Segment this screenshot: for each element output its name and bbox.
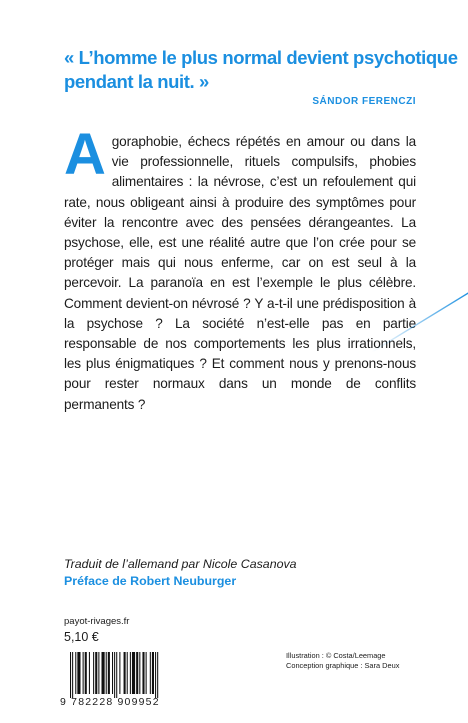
publisher-website: payot-rivages.fr <box>64 616 130 627</box>
barcode-bar <box>89 652 90 694</box>
barcode-bar <box>146 652 147 694</box>
barcode-bar <box>75 652 76 694</box>
barcode-bar <box>108 652 110 694</box>
translator-credit: Traduit de l’allemand par Nicole Casanova <box>64 557 297 571</box>
barcode-bar <box>85 652 87 694</box>
barcode-bar <box>93 652 94 694</box>
barcode-bar <box>142 652 144 694</box>
barcode-bar <box>106 652 107 694</box>
quote-line-2: pendant la nuit. » <box>64 71 209 92</box>
barcode-bar <box>132 652 135 694</box>
barcode-bar <box>136 652 138 694</box>
book-price: 5,10 € <box>64 630 99 644</box>
drop-cap-letter: A <box>64 122 106 187</box>
barcode-bar <box>130 652 131 694</box>
quote-line-1: « L’homme le plus normal devient psychotique <box>64 47 458 68</box>
barcode-bar <box>157 652 158 698</box>
barcode-bar <box>77 652 80 694</box>
barcode-bar <box>83 652 84 694</box>
blurb-text: goraphobie, échecs répétés en amour ou dans la vie professionnelle, rituels compulsifs, phobies alimentaires : la névrose, c’est un refoulement qui rate, nous obligeant ainsi à produire des symptômes pour éviter la rencontre avec des pensées dérangeantes. La psychose, elle, est une réalité autre que l’on crée pour se protéger mais qui nous enferme, car on est seul à la percevoir. La paranoïa en est l’exemple le plus célèbre. Comment devient-on névrosé ? Y a-t-il une prédisposition à la psychose ? La société n’est-elle pas en partie responsable de nos comportements les plus irrationnels, les plus énigmatiques ? Et comment nous y prenons-nous pour rester normaux dans un monde de conflits permanents ? <box>64 134 416 412</box>
barcode-bar <box>127 652 128 694</box>
translation-credits <box>64 557 297 588</box>
barcode-bar <box>72 652 73 698</box>
quote-author: SÁNDOR FERENCZI <box>312 96 416 107</box>
barcode-bar <box>150 652 151 694</box>
barcode-number: 9 782228 909952 <box>60 696 160 708</box>
barcode-bar <box>139 652 140 694</box>
barcode-bar <box>124 652 126 694</box>
barcode-bar <box>102 652 105 694</box>
barcode-bar <box>98 652 99 694</box>
barcode-bar <box>119 652 120 694</box>
barcode-bar <box>155 652 156 698</box>
barcode-bar <box>114 652 115 698</box>
design-credit: Conception graphique : Sara Deux <box>286 661 400 670</box>
preface-credit: Préface de Robert Neuburger <box>64 574 237 588</box>
illustration-credit: Illustration : © Costa/Leemage <box>286 651 386 660</box>
barcode-bar <box>70 652 71 698</box>
barcode-bar <box>112 652 113 694</box>
barcode-bar <box>152 652 154 694</box>
barcode-bar <box>116 652 117 698</box>
barcode-bar <box>95 652 97 694</box>
barcode-image <box>64 652 182 698</box>
